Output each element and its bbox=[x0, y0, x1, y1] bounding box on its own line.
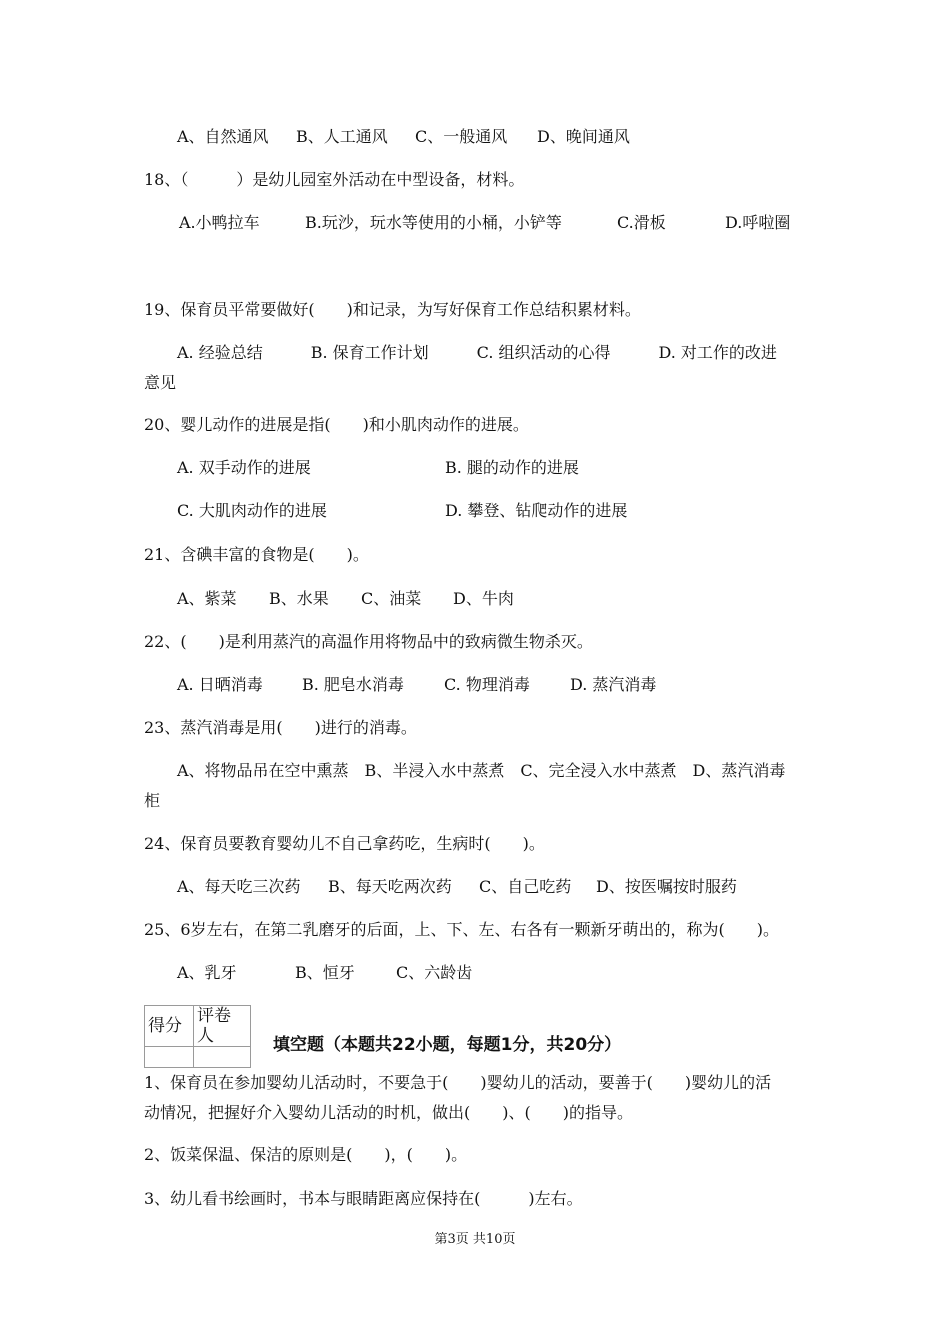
q21-stem: 21、含碘丰富的食物是( )。 bbox=[144, 545, 369, 564]
q22-option-b: B. 肥皂水消毒 bbox=[302, 675, 404, 694]
grader-label: 评卷人 bbox=[194, 1006, 251, 1047]
q25-option-b: B、恒牙 bbox=[295, 963, 355, 982]
q25-option-a: A、乳牙 bbox=[177, 963, 237, 982]
q20-option-b: B. 腿的动作的进展 bbox=[445, 458, 579, 477]
q18-option-b: B.玩沙，玩水等使用的小桶，小铲等 bbox=[305, 213, 562, 232]
q21-option-d: D、牛肉 bbox=[453, 589, 514, 608]
q20-stem: 20、婴儿动作的进展是指( )和小肌肉动作的进展。 bbox=[144, 415, 529, 434]
q24-option-a: A、每天吃三次药 bbox=[177, 877, 301, 896]
q17-option-d: D、晚间通风 bbox=[537, 127, 630, 146]
q22-option-a: A. 日晒消毒 bbox=[177, 675, 263, 694]
score-value-cell bbox=[145, 1047, 194, 1068]
q19-options-continued: 意见 bbox=[144, 373, 177, 392]
q17-option-c: C、一般通风 bbox=[415, 127, 508, 146]
q18-option-c: C.滑板 bbox=[617, 213, 666, 232]
q25-option-c: C、六龄齿 bbox=[396, 963, 473, 982]
q18-option-d: D.呼啦圈 bbox=[725, 213, 791, 232]
q22-stem: 22、( )是利用蒸汽的高温作用将物品中的致病微生物杀灭。 bbox=[144, 632, 593, 651]
q22-option-c: C. 物理消毒 bbox=[444, 675, 530, 694]
q23-stem: 23、蒸汽消毒是用( )进行的消毒。 bbox=[144, 718, 417, 737]
grader-value-cell bbox=[194, 1047, 251, 1068]
q23-options-continued: 柜 bbox=[144, 791, 161, 810]
q18-stem: 18、（ ）是幼儿园室外活动在中型设备，材料。 bbox=[144, 170, 525, 189]
q24-stem: 24、保育员要教育婴幼儿不自己拿药吃，生病时( )。 bbox=[144, 834, 545, 853]
q21-option-b: B、水果 bbox=[269, 589, 329, 608]
q24-option-b: B、每天吃两次药 bbox=[328, 877, 452, 896]
q20-option-c: C. 大肌肉动作的进展 bbox=[177, 501, 327, 520]
page-footer: 第3页 共10页 bbox=[434, 1232, 516, 1247]
q21-option-a: A、紫菜 bbox=[177, 589, 237, 608]
section-title: 填空题（本题共22小题，每题1分，共20分） bbox=[273, 1035, 622, 1055]
q21-option-c: C、油菜 bbox=[361, 589, 422, 608]
fill-q1-line2: 动情况，把握好介入婴幼儿活动的时机，做出( )、( )的指导。 bbox=[144, 1103, 633, 1122]
q19-options: A. 经验总结 B. 保育工作计划 C. 组织活动的心得 D. 对工作的改进 bbox=[177, 343, 777, 362]
q23-options: A、将物品吊在空中熏蒸 B、半浸入水中蒸煮 C、完全浸入水中蒸煮 D、蒸汽消毒 bbox=[177, 761, 786, 780]
score-box bbox=[144, 1005, 251, 1068]
q20-option-a: A. 双手动作的进展 bbox=[177, 458, 311, 477]
q17-option-b: B、人工通风 bbox=[296, 127, 388, 146]
fill-q2: 2、饭菜保温、保洁的原则是( )，( )。 bbox=[144, 1145, 468, 1164]
q24-option-d: D、按医嘱按时服药 bbox=[596, 877, 737, 896]
fill-q1-line1: 1、保育员在参加婴幼儿活动时，不要急于( )婴幼儿的活动，要善于( )婴幼儿的活 bbox=[144, 1073, 772, 1092]
q18-option-a: A.小鸭拉车 bbox=[179, 213, 260, 232]
q20-option-d: D. 攀登、钻爬动作的进展 bbox=[445, 501, 628, 520]
q25-stem: 25、6岁左右，在第二乳磨牙的后面，上、下、左、右各有一颗新牙萌出的，称为( )。 bbox=[144, 920, 780, 939]
fill-q3: 3、幼儿看书绘画时，书本与眼睛距离应保持在( )左右。 bbox=[144, 1189, 583, 1208]
q22-option-d: D. 蒸汽消毒 bbox=[570, 675, 657, 694]
q19-stem: 19、保育员平常要做好( )和记录，为写好保育工作总结积累材料。 bbox=[144, 300, 641, 319]
q24-option-c: C、自己吃药 bbox=[479, 877, 572, 896]
q17-option-a: A、自然通风 bbox=[177, 127, 269, 146]
score-label: 得分 bbox=[145, 1006, 194, 1047]
